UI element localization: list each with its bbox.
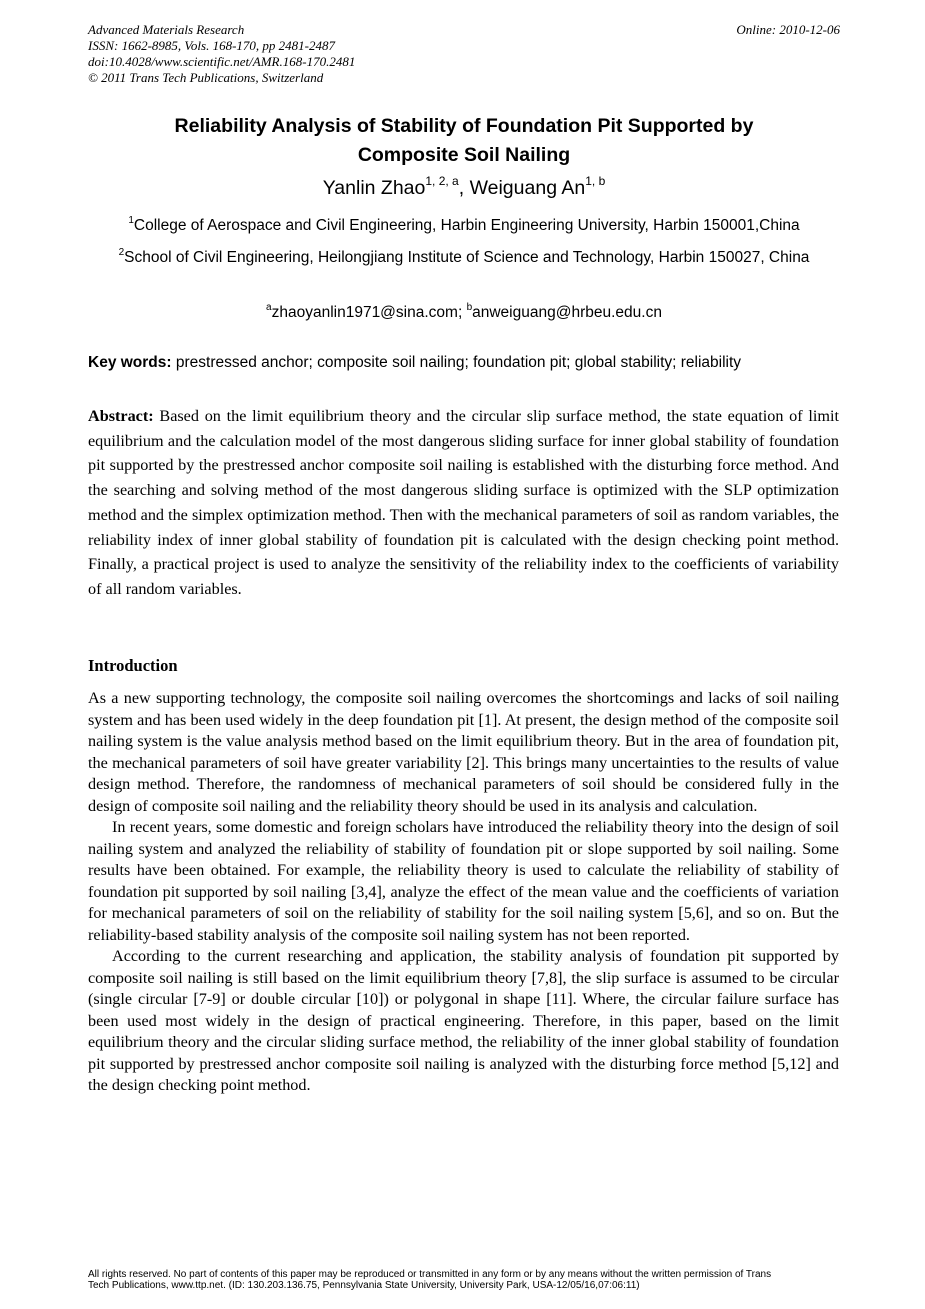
- footer-line-1: All rights reserved. No part of contents of this paper may be reproduced or transmitted in any form or by any means without the written permission of Trans: [88, 1269, 772, 1280]
- affiliation-2: [88, 246, 840, 269]
- author-2: Weiguang An: [469, 177, 586, 199]
- introduction-heading: Introduction: [88, 656, 178, 675]
- keywords-text: prestressed anchor; composite soil nailing; foundation pit; global stability; reliability: [171, 354, 742, 371]
- author-separator: ,: [458, 177, 470, 199]
- author-1-affiliation-mark: 1, 2, a: [425, 174, 459, 188]
- doi-line: doi:10.4028/www.scientific.net/AMR.168-170.2481: [88, 54, 356, 69]
- affiliation-1: [88, 214, 840, 237]
- author-list: [88, 175, 840, 201]
- journal-name: Advanced Materials Research: [88, 22, 245, 37]
- abstract-text: Based on the limit equilibrium theory and the circular slip surface method, the state equation of limit equilibrium and the calculation model of the most dangerous sliding surface for inner global stability of foundation pit supported by the prestressed anchor composite soil nailing is established with the disturbing force method. And the searching and solving method of the most dangerous sliding surface is optimized with the SLP optimization method and the simplex optimization method. Then with the mechanical parameters of soil as random variables, the reliability index of inner global stability of foundation pit is calculated with the design checking point method. Finally, a practical project is used to analyze the sensitivity of the reliability index to the coefficients of variability of all random variables.: [88, 407, 839, 598]
- affiliation-2-mark: 2: [118, 247, 125, 258]
- author-emails: [88, 301, 840, 324]
- title-line-1: Reliability Analysis of Stability of Foundation Pit Supported by: [174, 115, 754, 137]
- abstract: [88, 404, 839, 602]
- email-b-mark: b: [466, 302, 473, 313]
- issn-line: ISSN: 1662-8985, Vols. 168-170, pp 2481-2487: [88, 38, 335, 53]
- author-1: Yanlin Zhao: [322, 177, 426, 199]
- paper-title: [88, 112, 840, 170]
- abstract-label: Abstract:: [88, 407, 154, 425]
- affiliation-1-text: College of Aerospace and Civil Engineering, Harbin Engineering University, Harbin 150001,China: [133, 217, 800, 234]
- intro-paragraph-1: As a new supporting technology, the composite soil nailing overcomes the shortcomings and lacks of soil nailing system and has been used widely in the deep foundation pit [1]. At present, the design method of the composite soil nailing system is the value analysis method based on the limit equilibrium theory. But in the area of foundation pit, the mechanical parameters of soil have greater variability [2]. This brings many uncertainties to the results of value design method. Therefore, the randomness of mechanical parameters of soil should be considered fully in the design of composite soil nailing and the reliability theory should be used in its analysis and calculation.: [88, 689, 839, 815]
- copyright-line: © 2011 Trans Tech Publications, Switzerland: [88, 70, 324, 85]
- journal-header: [88, 22, 355, 86]
- affiliation-2-text: School of Civil Engineering, Heilongjiang Institute of Science and Technology, Harbin 150027, China: [124, 249, 810, 266]
- email-a: zhaoyanlin1971@sina.com;: [271, 304, 467, 321]
- intro-paragraph-2: In recent years, some domestic and foreign scholars have introduced the reliability theory into the design of soil nailing system and analyzed the reliability of stability of foundation pit or slope supported by soil nailing. Some results have been obtained. For example, the reliability theory is used to calculate the reliability of stability of foundation pit supported by soil nailing [3,4], analyze the effect of the mean value and the coefficients of variation for mechanical parameters of soil on the reliability of stability for the soil nailing system [5,6], and so on. But the reliability-based stability analysis of the composite soil nailing system has not been reported.: [88, 818, 839, 944]
- affiliation-1-mark: 1: [128, 215, 134, 226]
- email-a-mark: a: [266, 302, 272, 313]
- footer-line-2: Tech Publications, www.ttp.net. (ID: 130.203.136.75, Pennsylvania State University, University Park, USA-12/05/16,07:06:11): [88, 1280, 640, 1291]
- intro-paragraph-3: According to the current researching and application, the stability analysis of foundation pit supported by composite soil nailing is still based on the limit equilibrium theory [7,8], the slip surface is assumed to be circular (single circular [7-9] or double circular [10]) or polygonal in shape [11]. Where, the circular failure surface has been used most widely in the design of practical engineering. Therefore, in this paper, based on the limit equilibrium theory and the circular sliding surface method, the reliability of the inner global stability of foundation pit supported by prestressed anchor composite soil nailing is analyzed with the disturbing force method [5,12] and the design checking point method.: [88, 947, 839, 1094]
- introduction-body: [88, 688, 839, 1097]
- rights-footer: [88, 1269, 840, 1291]
- keywords-label: Key words:: [88, 354, 172, 371]
- keywords: [88, 352, 840, 374]
- author-2-affiliation-mark: 1, b: [585, 174, 606, 188]
- title-line-2: Composite Soil Nailing: [357, 144, 571, 166]
- online-date: Online: 2010-12-06: [736, 22, 840, 37]
- email-b: anweiguang@hrbeu.edu.cn: [472, 304, 662, 321]
